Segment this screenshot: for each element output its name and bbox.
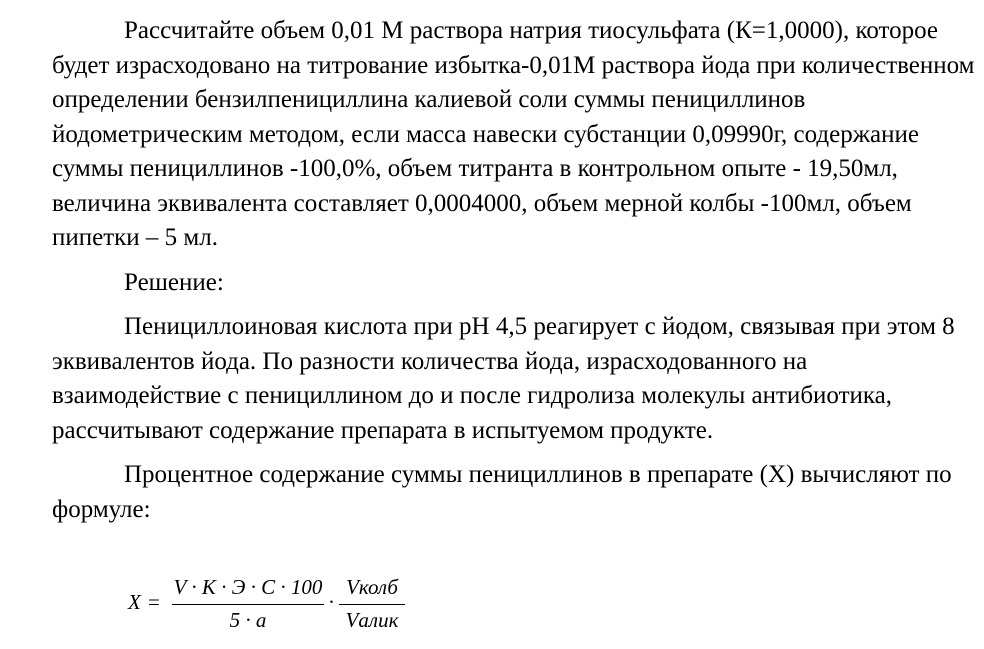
formula-intro: Процентное содержание суммы пенициллинов в препарате (Х) вычисляют по формуле: (52, 461, 952, 523)
formula-lhs: X (128, 590, 141, 614)
fraction-bar (172, 604, 324, 605)
formula (128, 575, 428, 635)
formula-equals: = (148, 590, 160, 614)
formula-denominator: 5 · a (229, 608, 267, 632)
document-body (52, 14, 980, 527)
formula-numerator: V · K · Э · C · 100 (173, 575, 323, 599)
problem-statement: Рассчитайте объем 0,01 М раствора натрия тиосульфата (К=1,0000), которое будет израсходовано на титрование избытка-0,01М раствора йода при количественном определении бензилпенициллина калиевой соли суммы пенициллинов йодометрическим методом, если масса навески субстанции 0,09990г, содержание суммы пенициллинов -100,0%, объем титранта в контрольном опыте - 19,50мл, величина эквивалента составляет 0,0004000, объем мерной колбы -100мл, объем пипетки – 5 мл. (52, 17, 975, 251)
solution-heading: Решение: (124, 268, 224, 296)
explanation-paragraph: Пенициллоиновая кислота при рН 4,5 реагирует с йодом, связывая при этом 8 эквивалентов йода. По разности количества йода, израсходованного на взаимодействие с пенициллином до и после гидролиза молекулы антибиотика, рассчитывают содержание препарата в испытуемом продукте. (52, 313, 955, 444)
formula-multiply: · (328, 590, 335, 614)
fraction-bar-2 (339, 604, 405, 605)
formula-denominator-2: Vалик (345, 608, 399, 632)
formula-numerator-2: Vколб (346, 575, 398, 599)
